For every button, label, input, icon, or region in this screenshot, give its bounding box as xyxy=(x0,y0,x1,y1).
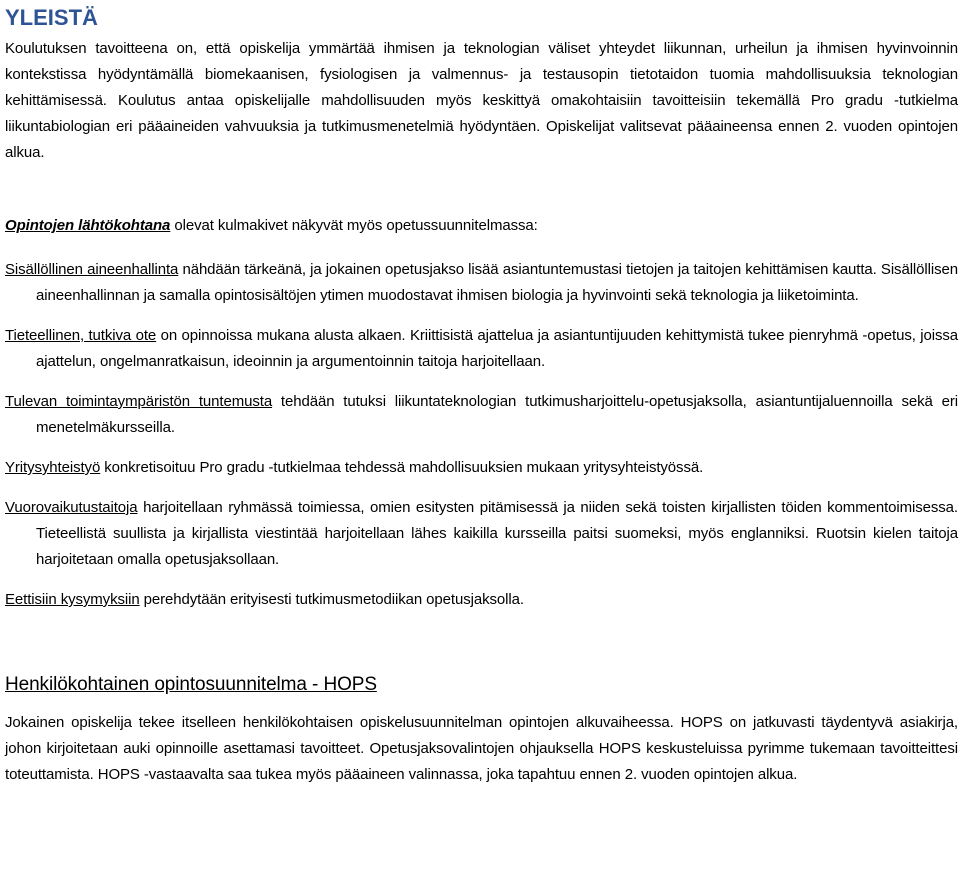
starting-points-term: Opintojen lähtökohtana xyxy=(5,217,171,234)
item-text: on opinnoissa mukana alusta alkaen. Kriittisistä ajattelua ja asiantuntijuuden kehittymistä tukee pienryhmä -opetus, joissa ajattelun, ongelmanratkaisun, ideoinnin ja argumentoinnin taitoja harjoitellaan. xyxy=(36,327,958,370)
item-content-mastery xyxy=(5,257,958,309)
hops-title: Henkilökohtainen opintosuunnitelma - HOPS xyxy=(5,674,377,695)
starting-points-paragraph xyxy=(5,213,958,239)
intro-paragraph: Koulutuksen tavoitteena on, että opiskelija ymmärtää ihmisen ja teknologian väliset yhteydet liikunnan, urheilun ja ihmisen hyvinvoinnin kontekstissa hyödyntämällä biomekaanisen, fysiologisen ja valmennus- ja testausopin tietotaidon tuomia mahdollisuuksia teknologian kehittämisessä. Koulutus antaa opiskelijalle mahdollisuuden myös keskittyä omakohtaisiin tavoitteisiin tekemällä Pro gradu -tutkielma liikuntabiologian eri pääaineiden vahvuuksia ja tutkimusmenetelmiä hyödyntäen. Opiskelijat valitsevat pääaineensa ennen 2. vuoden opintojen alkua. xyxy=(5,40,958,161)
item-work-environment xyxy=(5,389,958,441)
item-company-cooperation xyxy=(5,455,958,481)
item-text: harjoitellaan ryhmässä toimiessa, omien esitysten pitämisessä ja niiden sekä toisten kirjallisten töiden kommentoimisessa. Tieteellistä suullista ja kirjallista viestintää harjoitellaan lähes kaikilla kursseilla paitsi suomeksi, myös englanniksi. Ruotsin kielen taitoja harjoitetaan omalla opetusjaksollaan. xyxy=(36,499,958,568)
item-term: Yritysyhteistyö xyxy=(5,459,101,476)
item-term: Tulevan toimintaympäristön tuntemusta xyxy=(5,393,273,410)
item-term: Tieteellinen, tutkiva ote xyxy=(5,327,157,344)
item-term: Eettisiin kysymyksiin xyxy=(5,591,140,608)
item-ethical-questions xyxy=(5,587,958,613)
starting-points-text: olevat kulmakivet näkyvät myös opetussuunnitelmassa: xyxy=(170,217,538,234)
item-text: konkretisoituu Pro gradu -tutkielmaa tehdessä mahdollisuuksien mukaan yritysyhteistyössä. xyxy=(100,459,704,476)
item-term: Sisällöllinen aineenhallinta xyxy=(5,261,179,278)
document-page xyxy=(5,4,958,788)
item-interaction-skills xyxy=(5,495,958,573)
hops-paragraph: Jokainen opiskelija tekee itselleen henkilökohtaisen opiskelusuunnitelman opintojen alkuvaiheessa. HOPS on jatkuvasti täydentyvä asiakirja, johon kirjoitetaan auki opinnoille asettamasi tavoitteet. Opetusjaksovalintojen ohjauksella HOPS keskusteluissa pyrimme tukemaan tavoitteittesi toteuttamista. HOPS -vastaavalta saa tukea myös pääaineen valinnassa, joka tapahtuu ennen 2. vuoden opintojen alkua. xyxy=(5,714,958,783)
item-text: perehdytään erityisesti tutkimusmetodiikan opetusjaksolla. xyxy=(139,591,524,608)
section-heading: YLEISTÄ xyxy=(5,5,98,30)
item-term: Vuorovaikutustaitoja xyxy=(5,499,138,516)
item-research-approach xyxy=(5,323,958,375)
item-text: nähdään tärkeänä, ja jokainen opetusjakso lisää asiantuntemustasi tietojen ja taitojen kehittämisen kautta. Sisällöllisen aineenhallinnan ja samalla opintosisältöjen ytimen muodostavat ihmisen biologia ja hyvinvointi sekä teknologia ja liiketoiminta. xyxy=(36,261,958,304)
item-text: tehdään tutuksi liikuntateknologian tutkimusharjoittelu-opetusjaksolla, asiantuntijaluennoilla sekä eri menetelmäkursseilla. xyxy=(36,393,958,436)
